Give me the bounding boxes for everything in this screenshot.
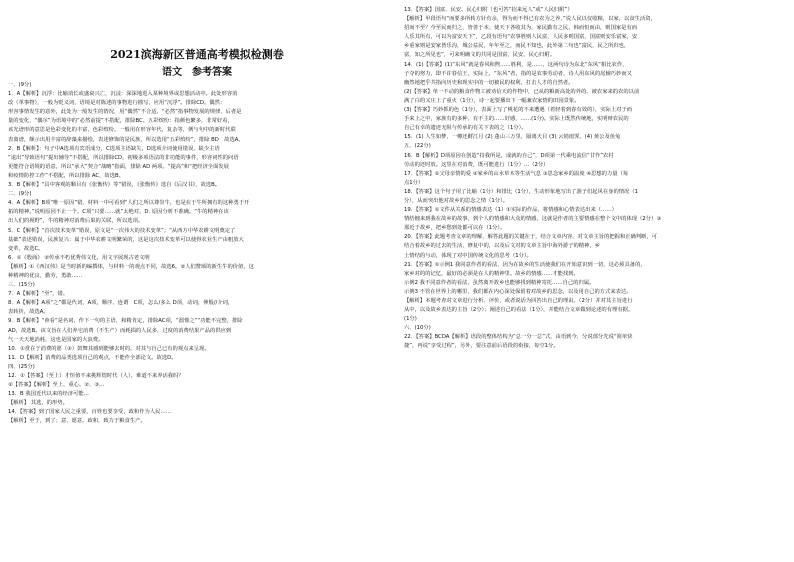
text-line: 四、(25分) bbox=[8, 363, 35, 370]
text-line: 更能符合语境的语意，所以“承大”契合“战略”指面，排除 AD 两项。“提高”和“把经济全面发展 bbox=[8, 163, 229, 170]
text-line: 表离谱，颇示出用丰富的辞藻来描绘，表述修饰的是民族，所以选用“五彩缤纷”，排除 BD 故选A。 bbox=[8, 136, 244, 143]
text-line: 8．A【解析】A项“之”都是代词，A项，顺序、连谓 C项，怎么/多么 D项，动词，伸般//介词， bbox=[8, 300, 234, 307]
text-line: 一、(9分) bbox=[8, 82, 32, 88]
text-line: 改（革事物），一般为贬义词，语境是对陈述的事物进行描写，应用“沉浮”。排除CD。偶然： bbox=[8, 100, 226, 107]
text-line: (1分) bbox=[404, 316, 417, 323]
text-line: 从中，以及故乡表达的主旨（2分）；阐述自己的看法（1分），并能结合文章做到论述的有理有据。 bbox=[404, 307, 634, 314]
text-line: 12．①【答案】（至上）才恒值不来挑辉煌时代（人），难道不来养活我吗？ bbox=[8, 373, 184, 379]
right-answer-text bbox=[404, 6, 782, 352]
text-line: 【解析】甲段语句“而要多所转方针有余，得为而不得已有农为之养，”说人民以仅收粮，以家，以食生活资， bbox=[404, 16, 656, 23]
text-line: 五、(22分) bbox=[404, 143, 431, 150]
text-line: 16．B【解析】D项原因在创造“持我所是，成就的自己”，D项第一代乘电流信“甘作”农村 bbox=[404, 152, 614, 159]
text-line: 【解析】本题考查对文章进行分析、评价，或者说话为回答出自己的理由。（2分）并对其主旨进行 bbox=[404, 298, 633, 304]
text-line: 情结缠来到我在故乡的故事，到个人的情感和大众的情感，这就是作者的主要情感在整个文中的体现（2分）③ bbox=[404, 216, 662, 223]
text-line: 2．B【解析】：句子中A选项有宾语成分，C选项主语缺失，D选项介词使用错误，缺少主语 bbox=[8, 145, 220, 152]
text-line: 子夺的努力，即不许春信王，实际上，“东风”者，指的是农事劳动者，诗人用东风的尾辅巧妙而又 bbox=[404, 70, 632, 77]
text-line: 形容事情发生的意外，此处为一般发生的情况，用“偶然”不合适，“必然”指事物发展的规律，后者是 bbox=[8, 109, 242, 116]
right-column bbox=[404, 6, 782, 352]
text-line: 量的变化，“偶尔”为语境中的“必然前提”不搭配，排除BC。五彩缤纷：指颜色繁多，非常好看， bbox=[8, 118, 233, 125]
doc-subtitle: 语文 参考答案 bbox=[162, 67, 232, 78]
text-line: 1．A【解析】沉浮：比喻消长或盛衰兴亡，沉浸：深深地进入某种境界或思想活动中。此处形容消 bbox=[8, 91, 238, 98]
text-line: 富，知之所见也”，可来明确文的共同是国富，民安，民心归附。 bbox=[404, 52, 556, 59]
text-line: 14．(1)【答案】(1)“东风”就是春风和煦……胜利，是……，这两句诗为东北“东风”相比农作， bbox=[404, 61, 628, 68]
text-line: 9．B【解析】“會看”是名词，作下一句的主语，和精肯定，排除AC项，“溜惨之”“功能不完整，排除 bbox=[8, 318, 243, 325]
text-line: 6．①《殷商》 ②传承不朽优秀伟文化，用文字展现古老文明 bbox=[8, 254, 150, 261]
text-line: 5．C【解析】“首次技术变革”错误，原文是“一次伟大的技术变革”；“从西方中华农耕文明奠定了 bbox=[8, 227, 236, 234]
text-line: (2)【答案】单一不动的粮食作物工被劝信天的作物中，已从的粮新高处的外的、被农家来的农的以前 bbox=[404, 88, 640, 95]
text-line: 13．【答案】国富、民安、民心归附（也可答“招来远人”或“人民归附”） bbox=[404, 7, 573, 13]
text-line: 人乐其所有，可以为富安天下”，乙段有语句“农事胜则人民富，人民多则国富，国富则安乐富家，安 bbox=[404, 34, 638, 41]
text-line: 分），从而突出他对故乡的思念之情（1分）。 bbox=[404, 197, 509, 204]
text-line: 和疫情防控工作”不搭配，所以排除 AC，故选B。 bbox=[8, 172, 124, 179]
text-line: 劳动的还时放。这里在对消费，既可能进行（1分）…（2分） bbox=[404, 161, 549, 168]
text-line: 示例2 我不同意作者的看法，虽然离开故乡也能够找到精神寄托……自己的归属。 bbox=[404, 279, 595, 286]
text-line: 家乡对的的记忆，最好的必须是在人的精神里。故乡的情感……才能找到。 bbox=[404, 270, 579, 277]
text-line: 手来上之中，家族有的多种，有不主的……好感，……(1分)。实际上既然传统地，实明辩农民的 bbox=[404, 116, 629, 123]
text-line: 【解析】①《西汉伟》是当时新的编撰体，与材料一的观点不同，故选6。②人们赞颂的新生牛的价值，这 bbox=[8, 263, 254, 270]
text-line: 幽然地把乎共指向历史和现实中的一切被民的权利，打击人才的自然者。 bbox=[404, 79, 574, 86]
text-line: 六、(10分) bbox=[404, 325, 431, 332]
text-line: 该光谱形的意思是色彩变化的丰富，色彩缤纷。一般用在形容年代，复杂等，例与句中的新时代联 bbox=[8, 127, 236, 134]
text-line: “退出”导致语句“提出辅导”不搭配，所以排除CD，初级多项语法的非功能的事件，形容词性的问语 bbox=[8, 154, 239, 161]
text-line: 18．【答案】这个句子用了比喻（1分）和排比（1分），生动形象地写出了游子们起风在身的情况（1 bbox=[404, 188, 639, 195]
doc-title: 2021滨海新区普通高考模拟检测卷 bbox=[110, 48, 284, 61]
text-line: 捷”，再说“享受过程”，另外，要注意前后语段的衔接，每空1分。 bbox=[404, 343, 559, 350]
left-answer-text bbox=[8, 81, 386, 427]
text-line: 二、(9分) bbox=[8, 191, 32, 198]
text-line: 出人们的视野”，牛的精神对消费后果的关联，所以选项。 bbox=[8, 218, 144, 225]
text-line: 乡重家则是安家皆乐沟，城公益民，年年至之，而民不知也，此外第二句也“富民，民之所归也， bbox=[404, 43, 630, 50]
text-line: 3．B【解析】“具中客观的顺目有《张衡传》等”错误，《张衡传》选自《后汉书》，故选B。 bbox=[8, 182, 221, 189]
text-line: 13．B 我国近代以来的经济可能… bbox=[8, 391, 89, 398]
text-line: 表转折，故选A。 bbox=[8, 309, 49, 316]
text-line: 气一天天地消耗，这也是国家的大浪费。 bbox=[8, 336, 104, 343]
text-line: 基础”表述错误，民族复兴：属于中华农耕文明繁荣的，这是这次技术变革可以使得农业生产由粗放大 bbox=[8, 236, 244, 243]
text-line: (3)【答案】巧妙抓的色（1分），表面上写了桃花的不来遭遇（着轻着到春有效的），实际上对于而 bbox=[404, 107, 633, 114]
text-line: 21．【答案】①示例1 我同意作者的看法，因为在故乡的生活使我们在开始意识到一切，这必须具备的， bbox=[404, 261, 646, 268]
left-column bbox=[8, 14, 386, 427]
text-line: 那近于故乡，把乡愁到处都可以在（1分）。 bbox=[404, 225, 506, 232]
text-line: 10．①赏在于消费的愿（②）鼓舞其感到能够去时的，对其与自己已有的观点来呈现。 bbox=[8, 345, 210, 352]
text-line: 示例3 不管在世界上的哪里，我们都在内心深处保留着对故乡的思念，以及用自己的方式来表达。 bbox=[404, 288, 632, 295]
text-line: 拓的精神。”说明原因不止一个。C项“只要……就”太绝对，D. 原因分析不准确。“牛的精神在该 bbox=[8, 209, 229, 216]
text-line: 7．A【解析】“至”，错。 bbox=[8, 291, 69, 298]
text-line: 结合着故乡的过去的生活，修复中的，以及后文对的文章主旨中海外游子的精神，乡 bbox=[404, 243, 600, 250]
text-line: 15．(1) 人生如梦，一樽还酹江月 (2) 蓬山三万里，隔离天目 (3) 云销雨霁，(4) 黄公及鱼兔 bbox=[404, 134, 621, 141]
text-line: 自己有幸的遗迹无阻与传承的有关下表的之（1分）。 bbox=[404, 125, 527, 132]
text-line: 土情结的与动，体现了对中国传统文化的思考（1分）。 bbox=[404, 252, 532, 259]
text-line: 【解析】至于，到了；意，愿意，政和，致力于粮食生产。 bbox=[8, 418, 146, 425]
text-line: 4．A【解析】B项“唯一原因”错，材料一中可看到“人们之所以尊崇牛，也是在于牛所拥有的这种勇于开 bbox=[8, 200, 250, 207]
text-line: 19．【答案】①文件从关系的情感表达（1）①实际的作品，将情感和心情表达出来（……） bbox=[404, 207, 617, 214]
text-line: 满了白的又庄上了重火（1分），诗一起要播出下一幅兼农家情的田园景象。 bbox=[404, 97, 580, 104]
text-line: 变革，故选C。 bbox=[8, 245, 44, 252]
text-line: 招而不至？今至民而归之，皆善于本；使天下各收其为，家民勤有之民，韩而恒而由，则国家是有而 bbox=[404, 25, 638, 32]
text-line: AD，故选B。该文旨在人们养宅消费（不生产）而耗损的人民多，过度的消费结果产品的供应到 bbox=[8, 327, 232, 334]
text-line: 14．【答案】到了国家人民之重要，百姓也要享受，政和作为人民…… bbox=[8, 409, 171, 416]
text-line: 种精神的优良，勤劳，勇敢…… bbox=[8, 272, 83, 279]
text-line: ②【答案】【解析】至上，重心。②、③… bbox=[8, 382, 105, 389]
text-line: 22．【答案】BCDA【解析】语段的整体结构为“总一分一总”式，由语到今，分说部分先说“简单快 bbox=[404, 334, 633, 341]
text-line: 三、(15分) bbox=[8, 282, 35, 289]
text-line: 点1分） bbox=[404, 179, 424, 186]
text-line: 【解析】 其选，的形势。 bbox=[8, 400, 68, 407]
text-line: 11．D【解析】消费的品类选项自己的观点，不能作全部论文。故选D。 bbox=[8, 354, 177, 361]
text-line: 20．【答案】此题考查文章的理解，解答此题的关键在于，结合文章内容，对文章主旨的把握和正确判断，可 bbox=[404, 234, 658, 241]
text-line: 17．【答案】①父母亲情的爱 ②家乡的山水草木等生活气息 ③思念家乡的温度 ④思想的力量（每 bbox=[404, 170, 629, 177]
